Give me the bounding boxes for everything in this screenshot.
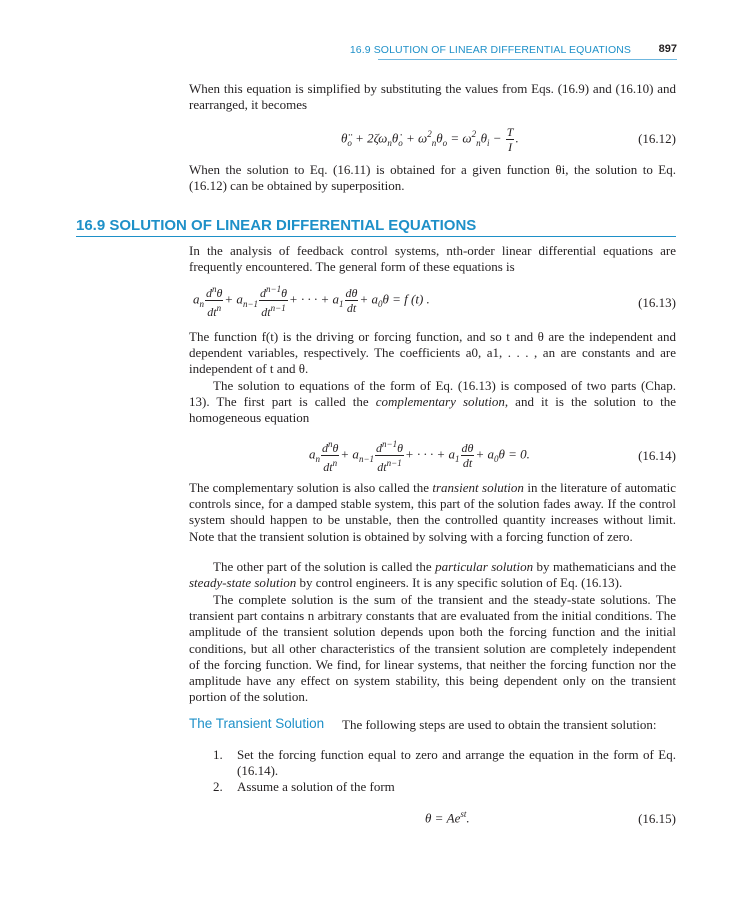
subsection-heading: The Transient Solution [189,716,325,731]
body-paragraph-2: The function f(t) is the driving or forcing function, and so t and θ are the independent and dependent variables, respectively. The coefficients a0, a1, . . . , an are constants and are independent of t and θ. [189,329,676,377]
header-rule [378,59,677,60]
equation-16-15 [189,805,676,845]
body-paragraph-6: The complete solution is the sum of the transient and the steady-state solutions. The transient part contains n arbitrary constants that are evaluated from the initial conditions. The amplitude of the transient solution depends upon both the forcing function and the initial conditions, but all other characteristics of the transient solution are completely independent of the forcing function. We find, for linear systems, that neither the forcing function nor the amplitude have any effect on system stability, this being dependent only on the transient portion of the solution. [189,592,676,705]
equation-16-14 [189,437,676,477]
body-paragraph-5: The other part of the solution is called the particular solution by mathematicians and the steady-state solution by control engineers. It is any specific solution of Eq. (16.13). [189,559,677,591]
section-heading [76,217,676,239]
equation-number: (16.13) [638,295,676,310]
intro-paragraph-1: When this equation is simplified by substituting the values from Eqs. (16.9) and (16.10) and rearranged, it becomes [189,81,676,113]
section-title: 16.9 SOLUTION OF LINEAR DIFFERENTIAL EQUATIONS [76,217,477,234]
body-paragraph-1: In the analysis of feedback control systems, nth-order linear differential equations are frequently encountered. The general form of these equations is [189,243,676,275]
list-item: 1. Set the forcing function equal to zero and arrange the equation in the form of Eq. (16.14). [213,747,676,779]
equation-number: (16.15) [638,811,676,826]
steps-list [213,747,676,796]
list-item: 2. Assume a solution of the form [213,779,395,795]
equation-16-13 [189,282,676,322]
equation-number: (16.12) [638,131,676,146]
intro-paragraph-2: When the solution to Eq. (16.11) is obtained for a given function θi, the solution to Eq. (16.12) can be obtained by superposition. [189,162,676,194]
equation-16-12-body: $\thetä_o$ + $2\zeta\omega_n\thetȧ_o + \omega^2_n\theta_o = \omega^2_n\theta_i$ − $\frac{T}{I}$ . [341,125,519,154]
body-paragraph-4: The complementary solution is also called the transient solution in the literature of automatic controls since, for a damped stable system, this part of the solution fades away. If the control system should happen to be unstable, then the controlled quantity increases without limit. Note that the transient solution is obtained by solving with a forcing function of zero. [189,480,677,544]
equation-16-14-body: $a_n$ $\frac{d^n\theta}{dt^n}$ + $a_{n-1}$ $\frac{d^{n-1}\theta}{dt^{n-1}}$ + · · · + $a_1$ $\frac{d\theta}{dt}$ + $a_0\theta = 0$. [309,439,530,474]
running-title: 16.9 SOLUTION OF LINEAR DIFFERENTIAL EQUATIONS [349,44,631,56]
equation-16-15-body: $\theta = Ae^{st}$. [425,809,470,826]
running-header [0,44,737,64]
equation-16-13-body: $a_n$ $\frac{d^n\theta}{dt^n}$ + $a_{n-1}$ $\frac{d^{n-1}\theta}{dt^{n-1}}$ + · · · + $a_1$ $\frac{d\theta}{dt}$ + $a_0\theta = f$ (t) . [193,284,430,319]
page-number: 897 [658,43,677,55]
equation-16-12 [189,120,676,160]
section-rule [76,236,676,237]
subsection-lead: The following steps are used to obtain the transient solution: [342,717,657,732]
equation-number: (16.14) [638,448,676,463]
body-paragraph-3: The solution to equations of the form of Eq. (16.13) is composed of two parts (Chap. 13). The first part is called the complementary solution, and it is the solution to the homogeneous equation [189,378,676,426]
